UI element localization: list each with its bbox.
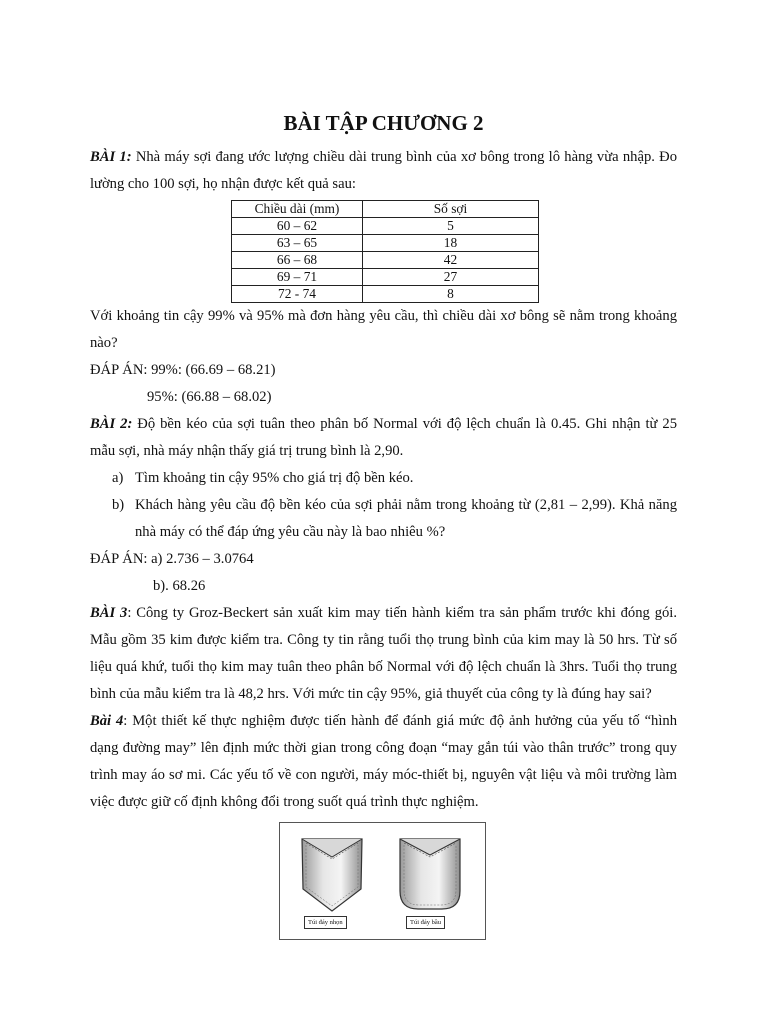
pointed-pocket-image [300,837,364,918]
table-header-row [232,201,539,218]
bai3-text: : Công ty Groz-Beckert sản xuất kim may tiến hành kiểm tra sản phẩm trước khi đóng gói. Mẫu gồm 35 kim được kiểm tra. Công ty tin rằng tuổi thọ trung bình của kim may là 50 hrs. Từ số liệu quá khứ, tuổi thọ kim may tuân theo phân bố Normal với độ lệch chuẩn là 3hrs. Tuổi thọ trung bình của mẫu kiểm tra là 48,2 hrs. Với mức tin cậy 95%, giả thuyết của công ty là đúng hay sai? [90,605,677,702]
table-cell-count: 27 [363,269,539,286]
pocket-figure [279,822,486,940]
document-title: BÀI TẬP CHƯƠNG 2 [283,111,484,135]
table-row [232,218,539,235]
rounded-pocket-image [398,837,462,918]
bai2-item-b [90,492,677,546]
bai1-question: Với khoảng tin cậy 99% và 95% mà đơn hàng yêu cầu, thì chiều dài xơ bông sẽ nằm trong khoảng nào? [90,308,677,351]
table-header-length: Chiều dài (mm) [232,201,363,218]
bai4-label: Bài 4 [90,713,124,729]
bai2-intro [90,411,677,465]
list-marker: b) [112,497,125,513]
list-item-text: Khách hàng yêu cầu độ bền kéo của sợi phải nằm trong khoảng từ (2,81 – 2,99). Khả năng nhà máy có thể đáp ứng yêu cầu này là bao nhiêu %? [135,497,677,540]
table-cell-length: 69 – 71 [232,269,363,286]
bai1-text: Nhà máy sợi đang ước lượng chiều dài trung bình của xơ bông trong lô hàng vừa nhập. Đo lường cho 100 sợi, họ nhận được kết quả sau: [90,149,678,192]
table-header-count: Số sợi [363,201,539,218]
bai4-text-block [90,708,677,816]
list-marker: a) [112,470,124,486]
bai2-answer-a: ĐÁP ÁN: a) 2.736 – 3.0764 [90,551,254,567]
table-row [232,286,539,303]
table-cell-count: 8 [363,286,539,303]
table-cell-length: 66 – 68 [232,252,363,269]
table-cell-length: 60 – 62 [232,218,363,235]
list-item-text: Tìm khoảng tin cậy 95% cho giá trị độ bền kéo. [135,470,414,486]
pointed-pocket-caption: Túi đáy nhọn [304,916,347,929]
table-row [232,269,539,286]
bai1-intro [90,144,677,198]
bai2-answer-b: b). 68.26 [153,578,206,594]
bai1-answer-95: 95%: (66.88 – 68.02) [147,389,272,405]
bai3-label: BÀI 3 [90,605,128,621]
fiber-length-table [231,200,539,303]
bai4-text: : Một thiết kế thực nghiệm được tiến hành để đánh giá mức độ ảnh hưởng của yếu tố “hình dạng đường may” lên định mức thời gian trong công đoạn “may gắn túi vào thân trước” trong quy trình may áo sơ mi. Các yếu tố về con người, máy móc-thiết bị, nguyên vật liệu và môi trường làm việc được giữ cố định không đổi trong suốt quá trình thực nghiệm. [90,713,678,810]
table-cell-length: 63 – 65 [232,235,363,252]
table-cell-length: 72 - 74 [232,286,363,303]
bai2-item-a [90,465,677,492]
bai1-answer-99: ĐÁP ÁN: 99%: (66.69 – 68.21) [90,362,276,378]
document-page [90,108,677,940]
table-cell-count: 18 [363,235,539,252]
table-cell-count: 42 [363,252,539,269]
bai1-label: BÀI 1: [90,149,132,165]
bai2-label: BÀI 2: [90,416,133,432]
table-row [232,252,539,269]
bai2-text: Độ bền kéo của sợi tuân theo phân bố Normal với độ lệch chuẩn là 0.45. Ghi nhận từ 25 mẫu sợi, nhà máy nhận thấy giá trị trung bình là 2,90. [90,416,678,459]
table-row [232,235,539,252]
bai3-text-block [90,600,677,708]
table-cell-count: 5 [363,218,539,235]
rounded-pocket-caption: Túi đáy bầu [406,916,445,929]
